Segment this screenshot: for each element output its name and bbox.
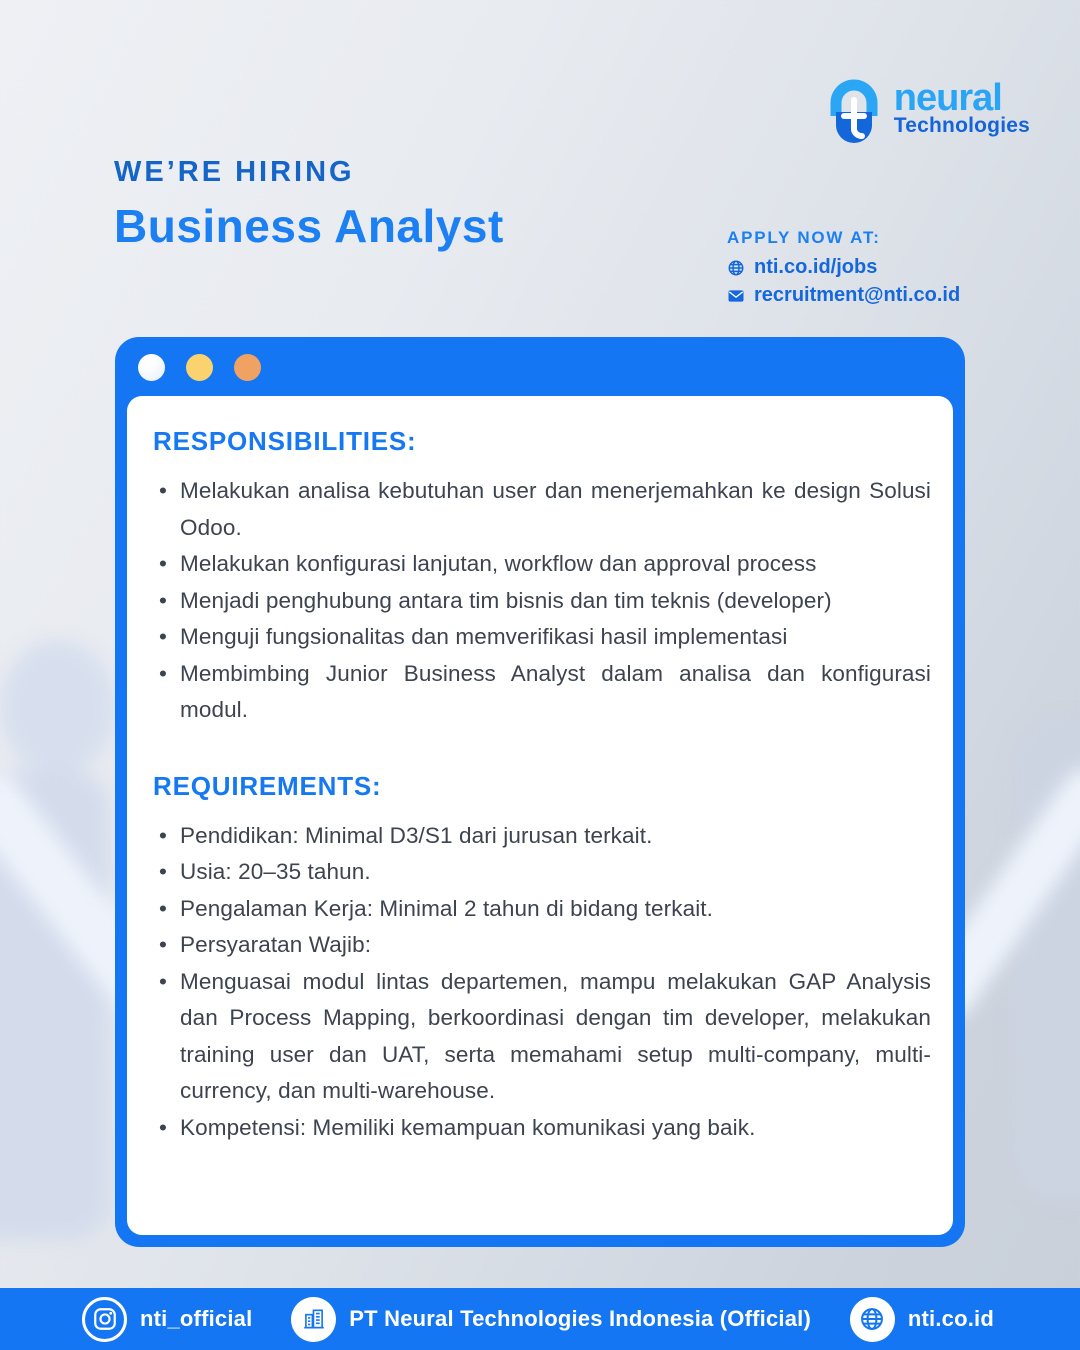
card-content: [127, 396, 953, 1235]
footer-company[interactable]: [291, 1297, 811, 1342]
company-logo: [823, 76, 1030, 148]
list-item: • Kompetensi: Memiliki kemampuan komunikasi yang baik.: [153, 1110, 931, 1147]
company-name[interactable]: PT Neural Technologies Indonesia (Official): [349, 1306, 811, 1331]
list-item: • Pendidikan: Minimal D3/S1 dari jurusan terkait.: [153, 818, 931, 855]
envelope-icon: [727, 287, 745, 305]
list-item: • Pengalaman Kerja: Minimal 2 tahun di bidang terkait.: [153, 891, 931, 928]
list-item: • Menjadi penghubung antara tim bisnis dan tim teknis (developer): [153, 583, 931, 620]
list-item: • Melakukan analisa kebutuhan user dan menerjemahkan ke design Solusi Odoo.: [153, 473, 931, 546]
footer-instagram[interactable]: [82, 1297, 252, 1342]
website-url[interactable]: nti.co.id: [907, 1306, 994, 1331]
building-icon: [291, 1297, 336, 1342]
hero-section: [114, 156, 504, 253]
window-dot-maximize[interactable]: [234, 354, 261, 381]
requirements-list: [153, 818, 931, 1147]
job-title: Business Analyst: [114, 200, 504, 252]
apply-label: APPLY NOW AT:: [727, 228, 881, 247]
responsibilities-list: [153, 473, 931, 729]
instagram-icon: [82, 1297, 127, 1342]
list-item: • Membimbing Junior Business Analyst dalam analisa dan konfigurasi modul.: [153, 656, 931, 729]
logo-wordmark: neural: [893, 77, 1002, 119]
logo-subtitle: Technologies: [893, 114, 1030, 138]
window-dot-close[interactable]: [138, 354, 165, 381]
list-item: • Menguji fungsionalitas dan memverifikasi hasil implementasi: [153, 619, 931, 656]
apply-email-link[interactable]: recruitment@nti.co.id: [754, 284, 961, 306]
globe-icon: [727, 259, 745, 277]
apply-website-row[interactable]: [727, 256, 960, 279]
apply-block: [727, 228, 960, 307]
apply-website-link[interactable]: nti.co.id/jobs: [754, 256, 878, 278]
apply-email-row[interactable]: [727, 284, 960, 307]
footer-website[interactable]: [850, 1297, 994, 1342]
list-item: • Menguasai modul lintas departemen, mampu melakukan GAP Analysis dan Process Mapping, berkoordinasi dengan tim developer, melakukan training user dan UAT, serta memahami setup multi-company, multi-currency, dan multi-warehouse.: [153, 964, 931, 1110]
responsibilities-heading: RESPONSIBILITIES:: [153, 426, 417, 456]
browser-card: [115, 337, 965, 1247]
window-dot-minimize[interactable]: [186, 354, 213, 381]
logo-capsule-icon: [823, 76, 885, 148]
list-item: • Usia: 20–35 tahun.: [153, 854, 931, 891]
hiring-eyebrow: WE’RE HIRING: [114, 156, 355, 188]
instagram-handle[interactable]: nti_official: [140, 1306, 253, 1331]
footer-bar: [0, 1288, 1080, 1350]
globe-icon: [850, 1297, 895, 1342]
requirements-heading: REQUIREMENTS:: [153, 770, 382, 801]
list-item: • Melakukan konfigurasi lanjutan, workflow dan approval process: [153, 546, 931, 583]
person-silhouette-right: [985, 680, 1080, 1240]
list-item: • Persyaratan Wajib:: [153, 927, 931, 964]
window-controls: [115, 337, 965, 381]
